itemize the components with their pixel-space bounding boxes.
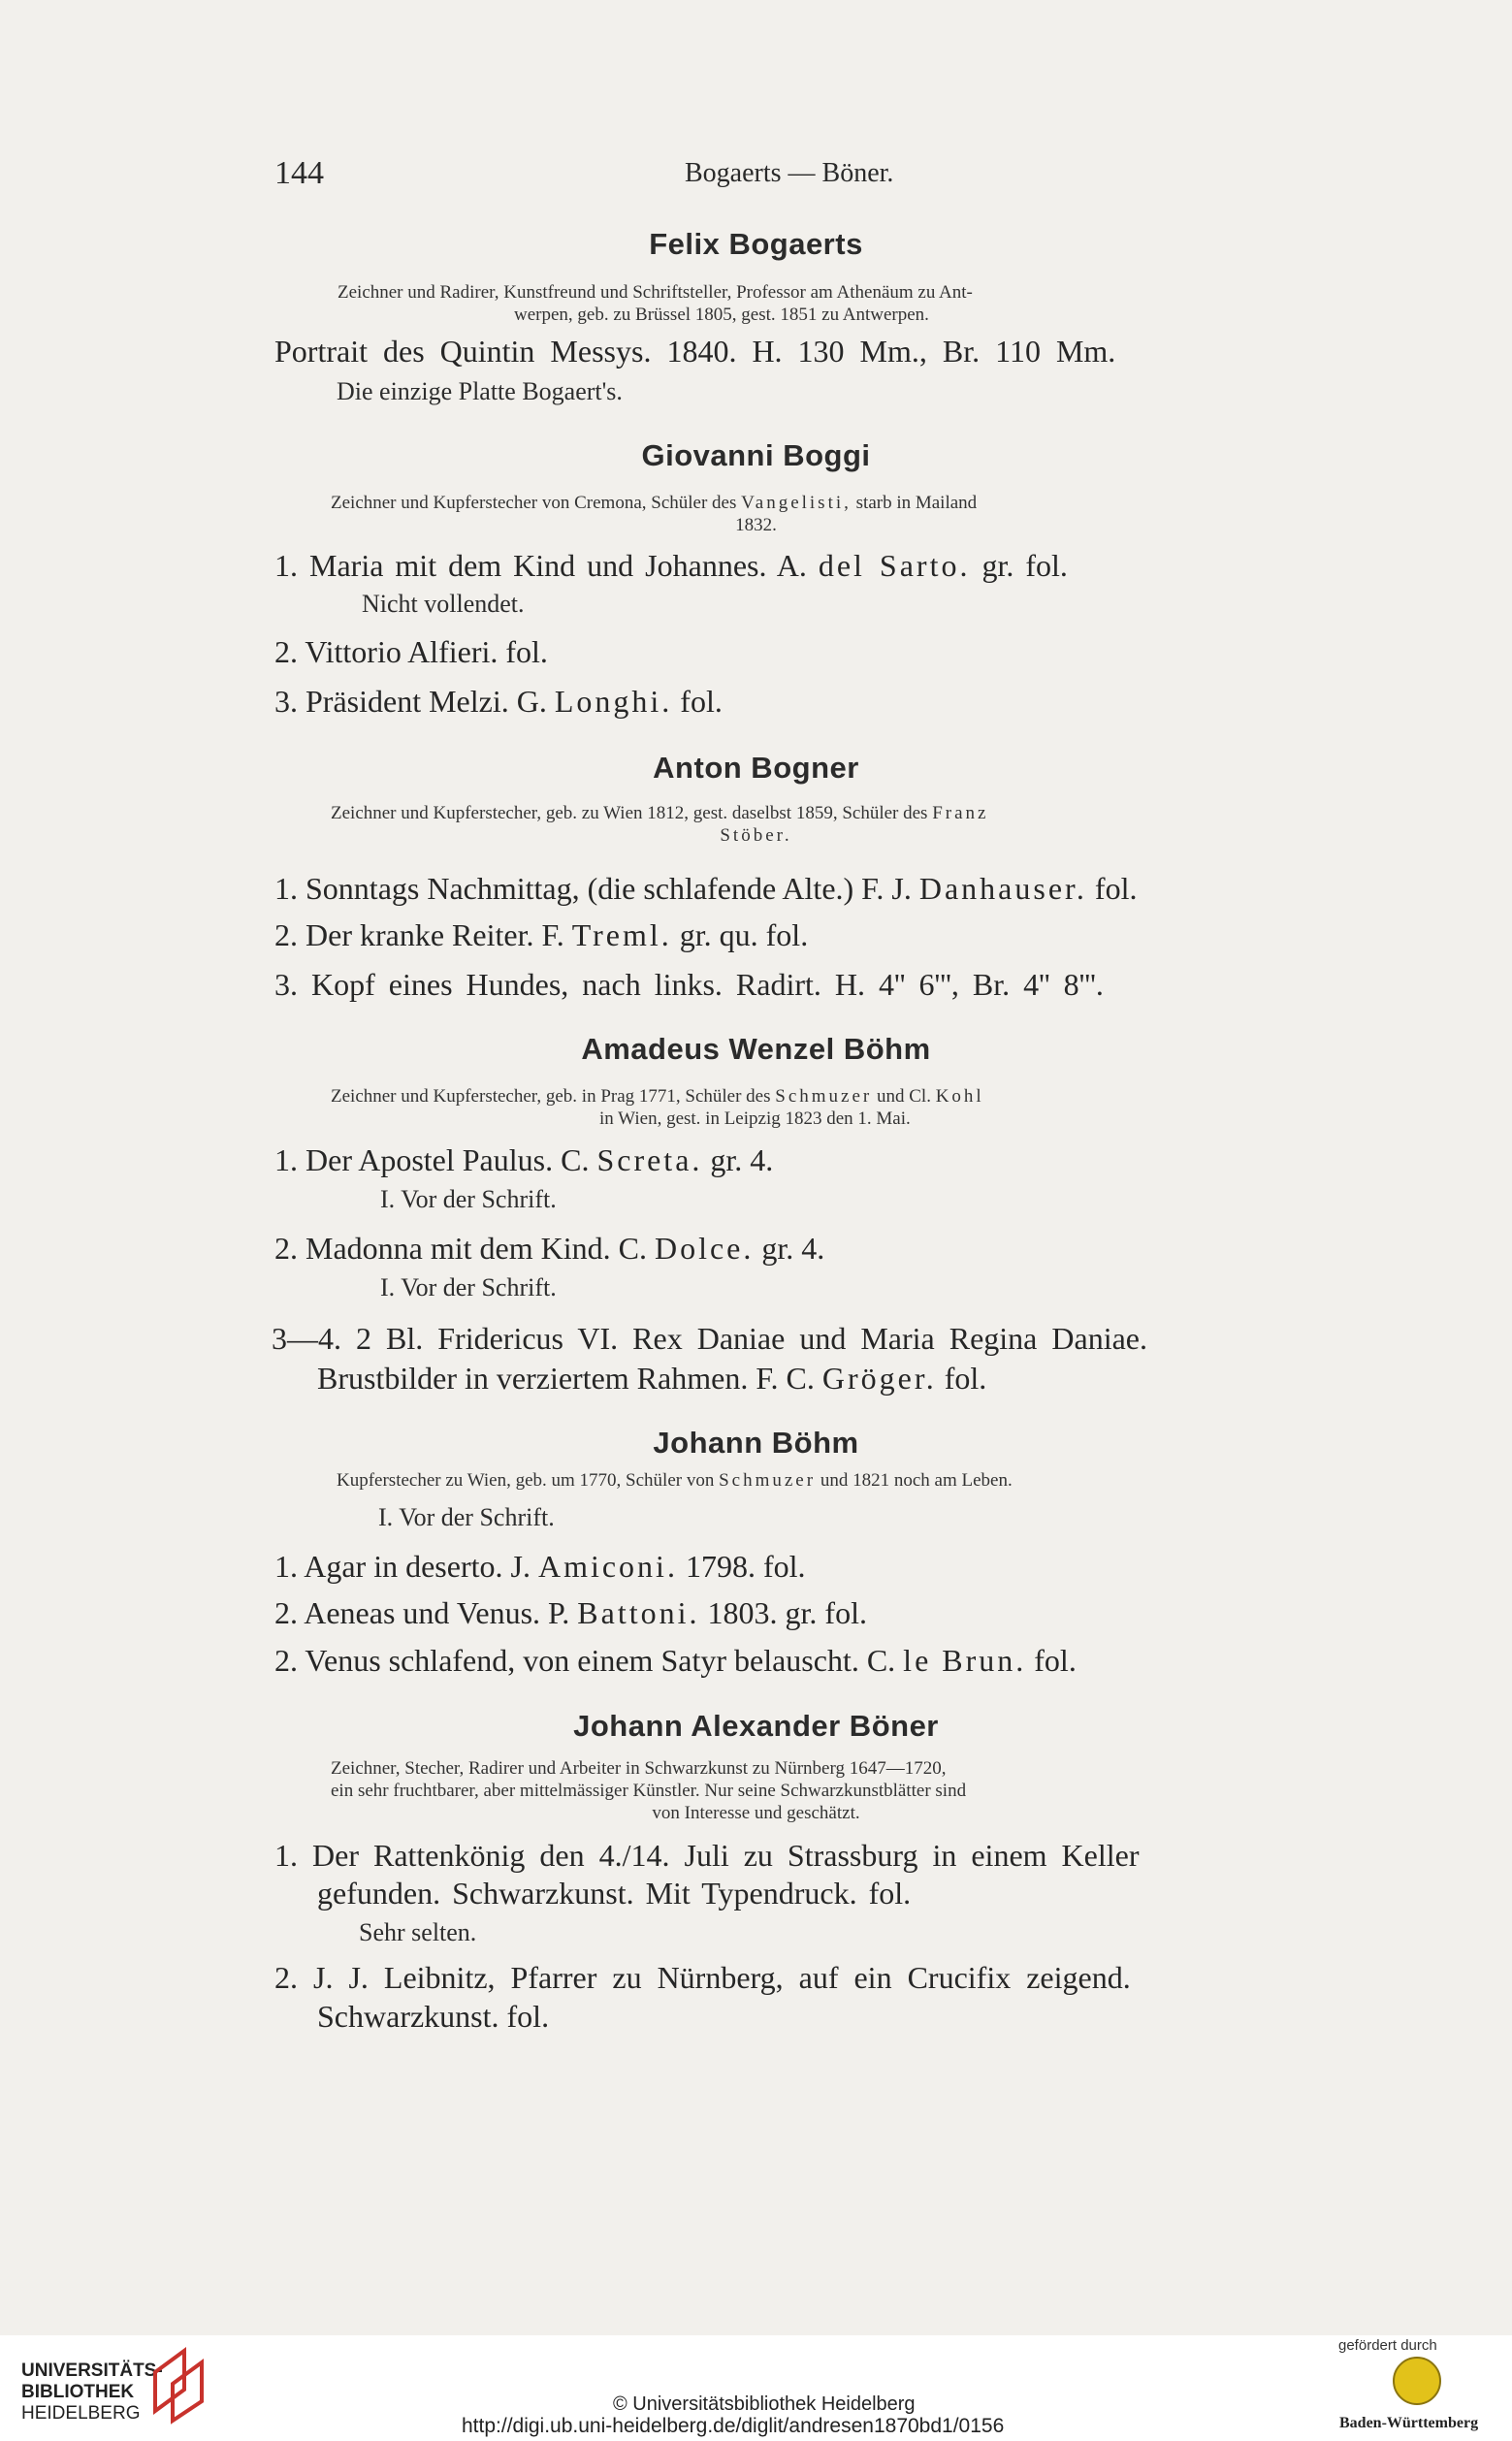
entry-boggi-1-painter: del Sarto. xyxy=(818,548,971,583)
bio-boggi-line2: 1832. xyxy=(735,515,777,535)
bio-boehm-aw-mid: und Cl. xyxy=(877,1086,931,1107)
bio-boener-line3: von Interesse und geschätzt. xyxy=(652,1803,860,1823)
entry-boehm-aw-3-line1: 3—4. 2 Bl. Fridericus VI. Rex Daniae und Maria Regina Daniae. xyxy=(272,1321,1147,1356)
bio-bogner-line2: Stöber. xyxy=(720,825,792,846)
entry-boehm-j-3 xyxy=(274,1641,1077,1680)
library-name-line2: BIBLIOTHEK xyxy=(21,2382,135,2402)
entry-bogner-3: 3. Kopf eines Hundes, nach links. Radirt. H. 4'' 6''', Br. 4'' 8'''. xyxy=(274,967,1104,1002)
bio-boehm-j-teacher: Schmuzer xyxy=(719,1470,817,1491)
entry-bogner-1 xyxy=(274,869,1137,908)
library-name-line1: UNIVERSITÄTS- xyxy=(21,2361,163,2381)
bio-boehm-aw-line1 xyxy=(331,1085,984,1108)
entry-boehm-aw-3-b: fol. xyxy=(944,1361,987,1396)
entry-boehm-aw-1-b: gr. 4. xyxy=(710,1142,774,1177)
bio-boener-line2: ein sehr fruchtbarer, aber mittelmässiger Künstler. Nur seine Schwarzkunstblätter sind xyxy=(331,1781,967,1801)
entry-boggi-3-painter: Longhi. xyxy=(554,684,673,719)
entry-boehm-j-1 xyxy=(274,1547,805,1586)
entry-boehm-j-1-a: 1. Agar in deserto. J. xyxy=(274,1549,531,1584)
entry-boehm-aw-2-a: 2. Madonna mit dem Kind. C. xyxy=(274,1231,647,1266)
entry-boehm-aw-1 xyxy=(274,1140,773,1179)
bio-boehm-aw-line2: in Wien, gest. in Leipzig 1823 den 1. Mai. xyxy=(599,1108,911,1129)
entry-boggi-3-a: 3. Präsident Melzi. G. xyxy=(274,684,547,719)
entry-bogner-1-a: 1. Sonntags Nachmittag, (die schlafende Alte.) F. J. xyxy=(274,871,912,906)
entry-bogner-1-b: fol. xyxy=(1094,871,1138,906)
entry-boehm-aw-3-line2 xyxy=(317,1359,986,1397)
entry-bogner-2-a: 2. Der kranke Reiter. F. xyxy=(274,917,564,952)
entry-boehm-aw-2-b: gr. 4. xyxy=(761,1231,825,1266)
entry-boehm-j-3-painter: le Brun. xyxy=(903,1643,1027,1678)
bio-boehm-aw-teacher-1: Schmuzer xyxy=(775,1086,873,1107)
note-boehm-aw-2: I. Vor der Schrift. xyxy=(380,1273,557,1301)
entry-boehm-j-2 xyxy=(274,1593,867,1632)
note-bogaerts: Die einzige Platte Bogaert's. xyxy=(337,377,623,405)
entry-boehm-aw-1-a: 1. Der Apostel Paulus. C. xyxy=(274,1142,590,1177)
note-boehm-aw-1: I. Vor der Schrift. xyxy=(380,1185,557,1213)
bio-bogaerts-line1: Zeichner und Radirer, Kunstfreund und Schriftsteller, Professor am Athenäum zu Ant- xyxy=(338,282,973,303)
entry-boggi-2: 2. Vittorio Alfieri. fol. xyxy=(274,634,548,669)
entry-boener-2-line2: Schwarzkunst. fol. xyxy=(317,1999,550,2034)
entry-boehm-j-1-b: 1798. fol. xyxy=(685,1549,806,1584)
permalink-url[interactable]: http://digi.ub.uni-heidelberg.de/diglit/andresen1870bd1/0156 xyxy=(462,2415,1005,2437)
entry-boener-2-line1: 2. J. J. Leibnitz, Pfarrer zu Nürnberg, auf ein Crucifix zeigend. xyxy=(274,1960,1131,1995)
entry-boener-1-line2: gefunden. Schwarzkunst. Mit Typendruck. fol. xyxy=(317,1876,912,1911)
artist-name-bogaerts: Felix Bogaerts xyxy=(649,227,863,261)
artist-name-bogner: Anton Bogner xyxy=(653,751,859,785)
bio-bogner-teacher-1: Franz xyxy=(932,803,989,823)
artist-name-boehm-j: Johann Böhm xyxy=(653,1426,859,1460)
entry-boehm-j-3-b: fol. xyxy=(1034,1643,1077,1678)
bio-boehm-j-b: und 1821 noch am Leben. xyxy=(820,1470,1013,1491)
bio-boehm-aw-a: Zeichner und Kupferstecher, geb. in Prag 1771, Schüler des xyxy=(331,1086,771,1107)
entry-boggi-3-b: fol. xyxy=(680,684,723,719)
entry-bogner-2-painter: Treml. xyxy=(571,917,672,952)
bio-bogner-a: Zeichner und Kupferstecher, geb. zu Wien 1812, gest. daselbst 1859, Schüler des xyxy=(331,803,928,823)
entry-boehm-aw-2-painter: Dolce. xyxy=(654,1231,755,1266)
bio-boggi-b: starb in Mailand xyxy=(855,493,978,513)
entry-boggi-1-a: 1. Maria mit dem Kind und Johannes. A. xyxy=(274,548,807,583)
entry-boggi-1-b: gr. fol. xyxy=(981,548,1068,583)
artist-name-boener: Johann Alexander Böner xyxy=(573,1709,939,1743)
entry-bogner-2 xyxy=(274,915,808,954)
funded-by-label: gefördert durch xyxy=(1338,2337,1437,2354)
entry-boehm-aw-3-a: Brustbilder in verziertem Rahmen. F. C. xyxy=(317,1361,815,1396)
library-logo-icon xyxy=(145,2343,213,2425)
entry-boehm-j-1-painter: Amiconi. xyxy=(537,1549,678,1584)
entry-boehm-aw-2 xyxy=(274,1229,824,1268)
artist-name-boehm-aw: Amadeus Wenzel Böhm xyxy=(581,1032,931,1066)
entry-boehm-aw-1-painter: Screta. xyxy=(596,1142,703,1177)
bio-bogaerts-line2: werpen, geb. zu Brüssel 1805, gest. 1851 zu Antwerpen. xyxy=(514,305,929,325)
baden-wuerttemberg-seal-icon xyxy=(1393,2357,1441,2405)
entry-bogaerts: Portrait des Quintin Messys. 1840. H. 130 Mm., Br. 110 Mm. xyxy=(274,334,1116,369)
bio-boggi-line1 xyxy=(331,492,977,515)
note-boggi-1: Nicht vollendet. xyxy=(362,590,525,618)
note-boener-1: Sehr selten. xyxy=(359,1918,477,1946)
entry-boehm-j-2-a: 2. Aeneas und Venus. P. xyxy=(274,1595,570,1630)
entry-bogner-1-painter: Danhauser. xyxy=(918,871,1087,906)
entry-boehm-j-2-b: 1803. gr. fol. xyxy=(707,1595,867,1630)
entry-boener-1-line1: 1. Der Rattenkönig den 4./14. Juli zu Strassburg in einem Keller xyxy=(274,1838,1140,1873)
footer xyxy=(0,2335,1512,2441)
artist-name-boggi: Giovanni Boggi xyxy=(641,438,871,472)
bio-boggi-teacher: Vangelisti, xyxy=(741,493,852,513)
running-title: Bogaerts — Böner. xyxy=(685,158,894,188)
entry-boggi-1 xyxy=(274,546,1068,585)
funder-name: Baden-Württemberg xyxy=(1339,2415,1479,2431)
entry-boehm-j-3-a: 2. Venus schlafend, von einem Satyr belauscht. C. xyxy=(274,1643,896,1678)
bio-boggi-a: Zeichner und Kupferstecher von Cremona, Schüler des xyxy=(331,493,737,513)
bio-boehm-j xyxy=(337,1469,1013,1493)
bio-boehm-aw-teacher-2: Kohl xyxy=(935,1086,984,1107)
page-number: 144 xyxy=(274,155,324,191)
bio-bogner-line1 xyxy=(331,802,988,825)
bio-boener-line1: Zeichner, Stecher, Radirer und Arbeiter in Schwarzkunst zu Nürnberg 1647—1720, xyxy=(331,1758,947,1779)
note-boehm-j: I. Vor der Schrift. xyxy=(378,1503,555,1531)
entry-bogner-2-b: gr. qu. fol. xyxy=(679,917,809,952)
entry-boehm-j-2-painter: Battoni. xyxy=(577,1595,700,1630)
copyright-text: © Universitätsbibliothek Heidelberg xyxy=(613,2393,916,2415)
entry-boehm-aw-3-painter: Gröger. xyxy=(821,1361,937,1396)
bio-boehm-j-a: Kupferstecher zu Wien, geb. um 1770, Schüler von xyxy=(337,1470,715,1491)
entry-boggi-3 xyxy=(274,682,723,721)
library-name-line3: HEIDELBERG xyxy=(21,2403,141,2424)
